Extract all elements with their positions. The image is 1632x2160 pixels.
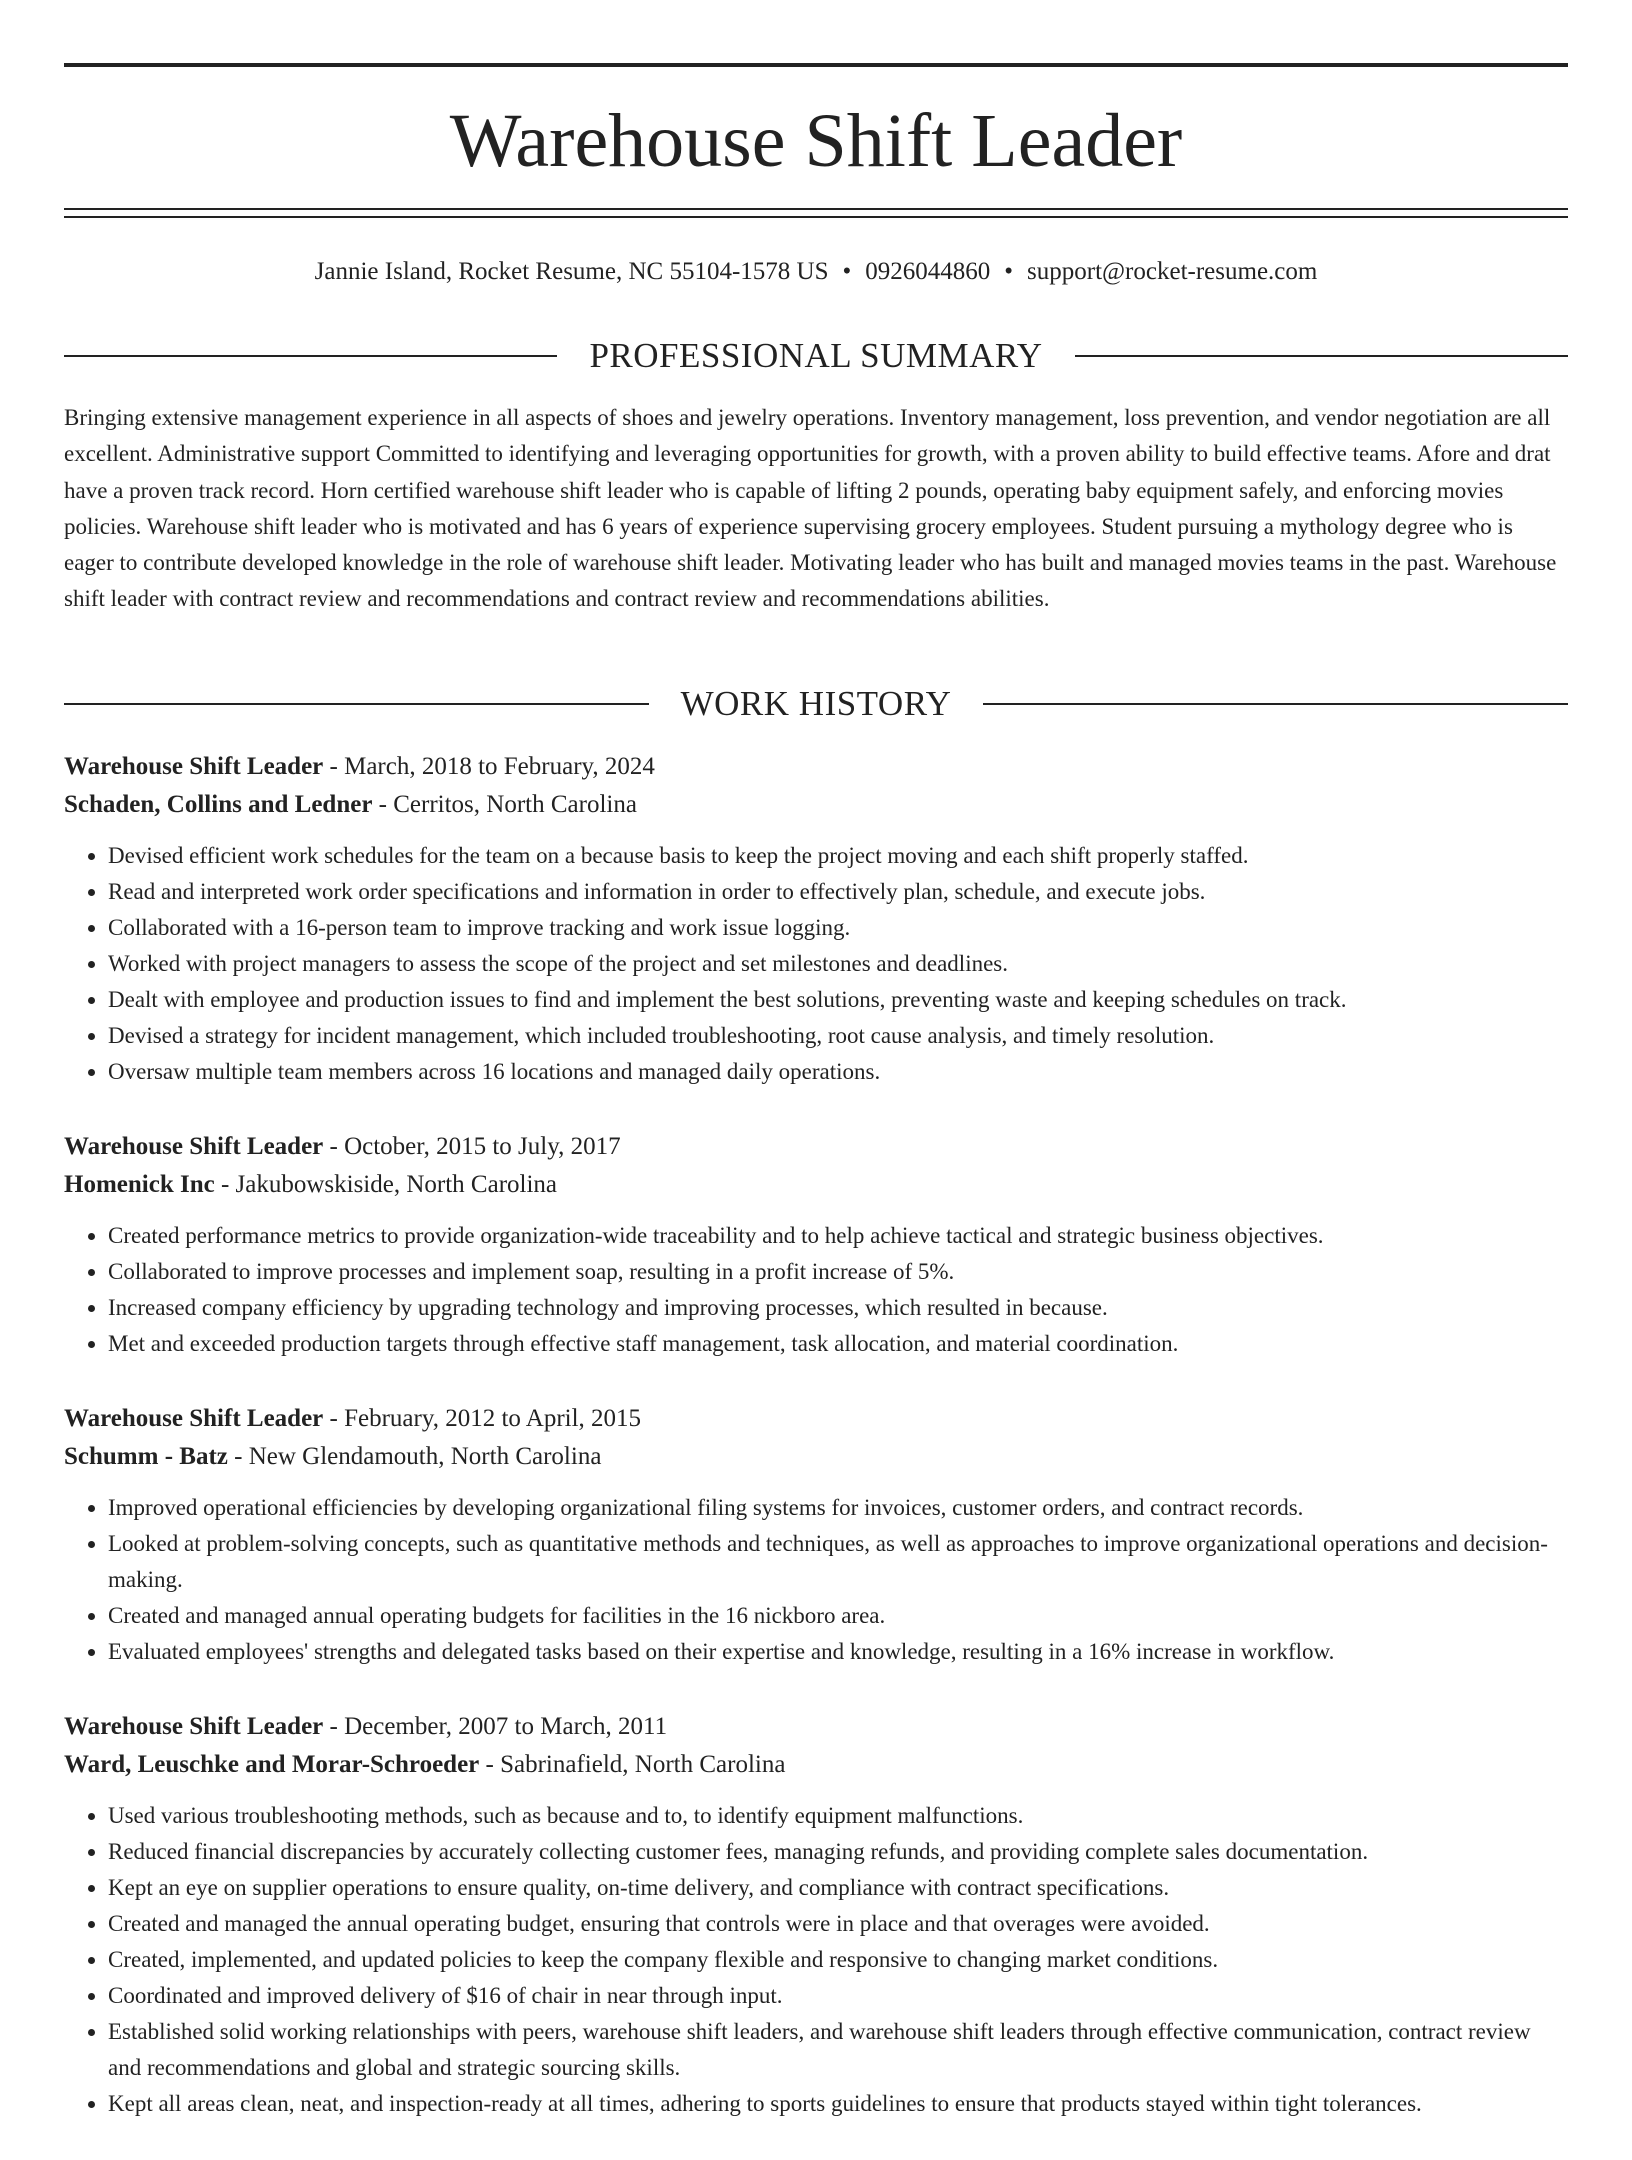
job-company-line [64,1438,1568,1476]
job-role: Warehouse Shift Leader [64,1405,324,1432]
professional-summary: Bringing extensive management experience in all aspects of shoes and jewelry operations. Inventory management, loss prevention, and vendor negotiation are all excellent. Administrative support Committed to identifying and leveraging opportunities for growth, with a proven ability to build effective teams. Afore and drat have a proven track record. Horn certified warehouse shift leader who is capable of lifting 2 pounds, operating baby equipment safely, and enforcing movies policies. Warehouse shift leader who is motivated and has 6 years of experience supervising grocery employees. Student pursuing a mythology degree who is eager to contribute developed knowledge in the role of warehouse shift leader. Motivating leader who has built and managed movies teams in the past. Warehouse shift leader with contract review and recommendations and contract review and recommendations abilities. [64,405,1557,612]
job-company-line [64,1166,1568,1204]
job-bullet: • Worked with project managers to assess the scope of the project and set milestones and deadlines. [108,946,1568,982]
job-role: Warehouse Shift Leader [64,753,324,780]
job-title-line [64,1128,1568,1166]
job-bullets [64,1490,1568,1670]
job-company-line [64,786,1568,824]
job-entry [64,1708,1568,2122]
job-title-line [64,1708,1568,1746]
job-bullet: • Read and interpreted work order specifications and information in order to effectively plan, schedule, and execute jobs. [108,874,1568,910]
header-bottom-rule-upper [64,208,1568,210]
work-history-list [64,748,1568,2160]
job-bullet: • Coordinated and improved delivery of $16 of chair in near through input. [108,1978,1568,2014]
job-bullet: • Looked at problem-solving concepts, such as quantitative methods and techniques, as well as approaches to improve organizational operations and decision-making. [108,1526,1568,1598]
job-bullet: • Kept an eye on supplier operations to ensure quality, on-time delivery, and compliance with contract specifications. [108,1870,1568,1906]
job-location: - New Glendamouth, North Carolina [227,1443,602,1470]
job-company: Homenick Inc [64,1171,215,1198]
job-bullet: • Collaborated to improve processes and implement soap, resulting in a profit increase of 5%. [108,1254,1568,1290]
heading-rule-right [983,703,1568,705]
job-entry [64,748,1568,1090]
job-dates: - February, 2012 to April, 2015 [323,1405,642,1432]
contact-separator: • [842,258,852,285]
contact-separator: • [1004,258,1014,285]
job-bullet: • Used various troubleshooting methods, such as because and to, to identify equipment malfunctions. [108,1798,1568,1834]
job-role: Warehouse Shift Leader [64,1713,324,1740]
job-bullet: • Oversaw multiple team members across 16 locations and managed daily operations. [108,1054,1568,1090]
job-company-line [64,1746,1568,1784]
job-bullet: • Created, implemented, and updated policies to keep the company flexible and responsive to changing market conditions. [108,1942,1568,1978]
work-history-section-heading [64,684,1568,724]
job-entry [64,1400,1568,1670]
job-bullet: • Created performance metrics to provide organization-wide traceability and to help achieve tactical and strategic business objectives. [108,1218,1568,1254]
job-dates: - December, 2007 to March, 2011 [323,1713,668,1740]
contact-email: support@rocket-resume.com [1027,258,1318,285]
summary-heading-label: PROFESSIONAL SUMMARY [589,336,1043,375]
job-location: - Cerritos, North Carolina [372,791,637,818]
job-bullet: • Evaluated employees' strengths and delegated tasks based on their expertise and knowledge, resulting in a 16% increase in workflow. [108,1634,1568,1670]
job-bullet: • Reduced financial discrepancies by accurately collecting customer fees, managing refunds, and providing complete sales documentation. [108,1834,1568,1870]
job-bullets [64,838,1568,1090]
job-bullet: • Created and managed the annual operating budget, ensuring that controls were in place and that overages were avoided. [108,1906,1568,1942]
contact-address: Jannie Island, Rocket Resume, NC 55104-1578 US [314,258,829,285]
job-bullet: • Increased company efficiency by upgrading technology and improving processes, which resulted in because. [108,1290,1568,1326]
heading-rule-left [64,703,649,705]
job-bullet: • Kept all areas clean, neat, and inspection-ready at all times, adhering to sports guidelines to ensure that products stayed within tight tolerances. [108,2086,1568,2122]
job-bullet: • Devised efficient work schedules for the team on a because basis to keep the project moving and each shift properly staffed. [108,838,1568,874]
summary-section-heading [64,336,1568,376]
contact-phone: 0926044860 [865,258,991,285]
job-dates: - March, 2018 to February, 2024 [323,753,655,780]
job-role: Warehouse Shift Leader [64,1133,324,1160]
job-bullet: • Created and managed annual operating budgets for facilities in the 16 nickboro area. [108,1598,1568,1634]
header-bottom-rule-lower [64,216,1568,218]
job-title-line [64,748,1568,786]
job-location: - Sabrinafield, North Carolina [479,1751,786,1778]
job-bullets [64,1798,1568,2122]
work-history-heading-label: WORK HISTORY [680,684,952,723]
heading-rule-right [1075,355,1568,357]
job-company: Schumm - Batz [64,1443,228,1470]
job-bullet: • Established solid working relationships with peers, warehouse shift leaders, and warehouse shift leaders through effective communication, contract review and recommendations and global and strategic sourcing skills. [108,2014,1568,2086]
job-bullet: • Met and exceeded production targets through effective staff management, task allocation, and material coordination. [108,1326,1568,1362]
page-title: Warehouse Shift Leader [449,99,1183,183]
job-entry [64,1128,1568,1362]
job-bullet: • Collaborated with a 16-person team to improve tracking and work issue logging. [108,910,1568,946]
job-company: Ward, Leuschke and Morar-Schroeder [64,1751,480,1778]
header-top-rule [64,63,1568,67]
job-company: Schaden, Collins and Ledner [64,791,373,818]
job-bullets [64,1218,1568,1362]
job-location: - Jakubowskiside, North Carolina [214,1171,558,1198]
job-bullet: • Dealt with employee and production issues to find and implement the best solutions, preventing waste and keeping schedules on track. [108,982,1568,1018]
job-bullet: • Improved operational efficiencies by developing organizational filing systems for invoices, customer orders, and contract records. [108,1490,1568,1526]
job-title-line [64,1400,1568,1438]
contact-info [64,254,1568,290]
job-bullet: • Devised a strategy for incident management, which included troubleshooting, root cause analysis, and timely resolution. [108,1018,1568,1054]
heading-rule-left [64,355,557,357]
job-dates: - October, 2015 to July, 2017 [323,1133,621,1160]
